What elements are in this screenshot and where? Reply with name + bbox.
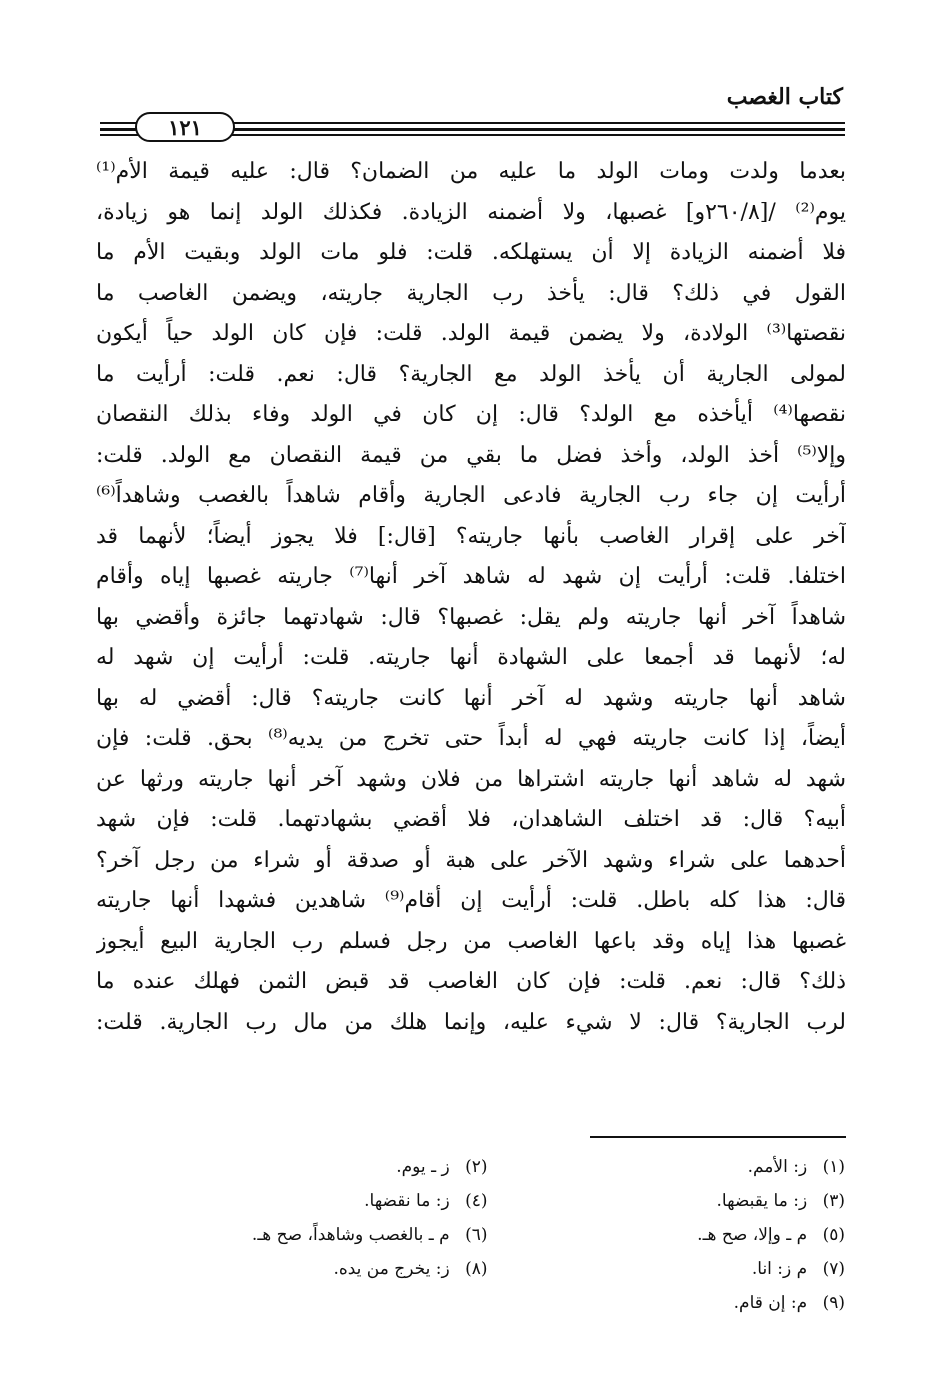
footnote-3: [488, 1184, 846, 1218]
text-line: القول في ذلك؟ قال: يأخذ رب الجارية جاريته، ويضمن الغاصب ما: [96, 280, 846, 306]
footnote-row: [130, 1218, 845, 1252]
main-text: [96, 152, 846, 1043]
footnote-empty: [130, 1286, 488, 1320]
text-line: أرأيت إن جاء رب الجارية فادعى الجارية وأقام شاهداً بالغصب وشاهداً⁽⁶⁾: [96, 483, 846, 508]
footnote-text: م ز: انا.: [751, 1259, 808, 1279]
page-number: ١٢١: [135, 112, 235, 142]
footnote-text: ز: الأمم.: [747, 1157, 808, 1177]
footnote-8: [130, 1252, 488, 1286]
text-line: آخر على إقرار الغاصب بأنها جاريته؟ [قال:] فلا يجوز أيضاً؛ لأنهما قد: [96, 523, 846, 549]
footnote-2: [130, 1150, 488, 1184]
text-line: ذلك؟ قال: نعم. قلت: فإن كان الغاصب قد قبض الثمن فهلك عنده ما: [96, 969, 846, 994]
footnote-text: م: إن قام.: [733, 1293, 808, 1313]
text-line: غصبها هذا إياه وقد باعها الغاصب من رجل فسلم رب الجارية البيع أيجوز: [96, 928, 846, 954]
footnote-number: (٤): [465, 1191, 488, 1211]
text-line: شهد له شاهد أنها جاريته اشتراها من فلان وشهد آخر أنها جاريته ورثها عن: [96, 766, 846, 792]
footnote-text: ز ـ يوم.: [396, 1157, 450, 1177]
footnotes: [130, 1150, 845, 1320]
header-rule: [100, 112, 845, 142]
chapter-title: كتاب الغصب: [726, 84, 843, 110]
footnote-text: م ـ بالغصب وشاهداً، صح هـ.: [251, 1225, 450, 1245]
text-line: أبيه؟ قال: قد اختلف الشاهدان، فلا أقضي بشهادتهما. قلت: فإن شهد: [96, 807, 846, 832]
footnote-text: ز: ما يقبضها.: [716, 1191, 808, 1211]
footnote-number: (٩): [822, 1293, 845, 1313]
footnote-number: (٣): [822, 1191, 845, 1211]
footnote-row: [130, 1150, 845, 1184]
text-line: نقصتها⁽³⁾ الولادة، ولا يضمن قيمة الولد. قلت: فإن كان الولد حياً أيكون: [96, 321, 846, 346]
text-line: لرب الجارية؟ قال: لا شيء عليه، وإنما هلك من مال رب الجارية. قلت:: [96, 1009, 846, 1035]
text-line: شاهداً آخر أنها جاريته ولم يقل: غصبها؟ قال: شهادتهما جائزة وأقضي بها: [96, 604, 846, 630]
footnote-number: (٨): [465, 1259, 488, 1279]
footnote-1: [488, 1150, 846, 1184]
text-line: اختلفا. قلت: أرأيت إن شهد له شاهد آخر أنها⁽⁷⁾ جاريته غصبها إياه وأقام: [96, 564, 846, 589]
footnote-row: [130, 1184, 845, 1218]
text-line: وإلا⁽⁵⁾ أخذ الولد، وأخذ فضل ما بقي من قيمة النقصان مع الولد. قلت:: [96, 442, 846, 468]
text-line: يوم⁽²⁾ /[٢٦٠/٨و] غصبها، ولا أضمنه الزيادة. فكذلك الولد إنما هو زيادة،: [96, 199, 846, 225]
footnote-number: (٧): [822, 1259, 845, 1279]
text-line: نقصها⁽⁴⁾ أيأخذه مع الولد؟ قال: إن كان في الولد وفاء بذلك النقصان: [96, 402, 846, 427]
text-line: له؛ لأنهما قد أجمعا على الشهادة أنها جاريته. قلت: أرأيت إن شهد له: [96, 645, 846, 670]
footnote-5: [488, 1218, 846, 1252]
footnote-7: [488, 1252, 846, 1286]
footnote-number: (٥): [822, 1225, 845, 1245]
footnote-9: [488, 1286, 846, 1320]
footnote-row: [130, 1286, 845, 1320]
footnote-row: [130, 1252, 845, 1286]
footnote-rule: [590, 1136, 846, 1138]
footnote-number: (١): [822, 1157, 845, 1177]
footnote-6: [130, 1218, 488, 1252]
footnote-4: [130, 1184, 488, 1218]
text-line: فلا أضمنه الزيادة إلا أن يستهلكه. قلت: فلو مات الولد وبقيت الأم ما: [96, 240, 846, 265]
text-line: شاهد أنها جاريته وشهد له آخر أنها كانت جاريته؟ قال: أقضي له بها: [96, 685, 846, 711]
text-line: بعدما ولدت ومات الولد ما عليه من الضمان؟ قال: عليه قيمة الأم⁽¹⁾: [96, 159, 846, 184]
text-line: أيضاً، إذا كانت جاريته فهي له أبداً حتى تخرج من يديه⁽⁸⁾ بحق. قلت: فإن: [96, 726, 846, 751]
text-line: لمولى الجارية أن يأخذ الولد مع الجارية؟ قال: نعم. قلت: أرأيت ما: [96, 361, 846, 387]
footnote-text: م ـ وإلا، صح هـ.: [697, 1225, 808, 1245]
footnote-text: ز: يخرج من يده.: [333, 1259, 450, 1279]
text-line: أحدهما على شراء وشهد الآخر على هبة أو صدقة أو شراء من رجل آخر؟: [96, 847, 846, 873]
footnote-number: (٢): [465, 1157, 488, 1177]
text-line: قال: هذا كله باطل. قلت: أرأيت إن أقام⁽⁹⁾ شاهدين فشهدا أنها جاريته: [96, 888, 846, 913]
footnote-text: ز: ما نقضها.: [364, 1191, 450, 1211]
footnote-number: (٦): [465, 1225, 488, 1245]
